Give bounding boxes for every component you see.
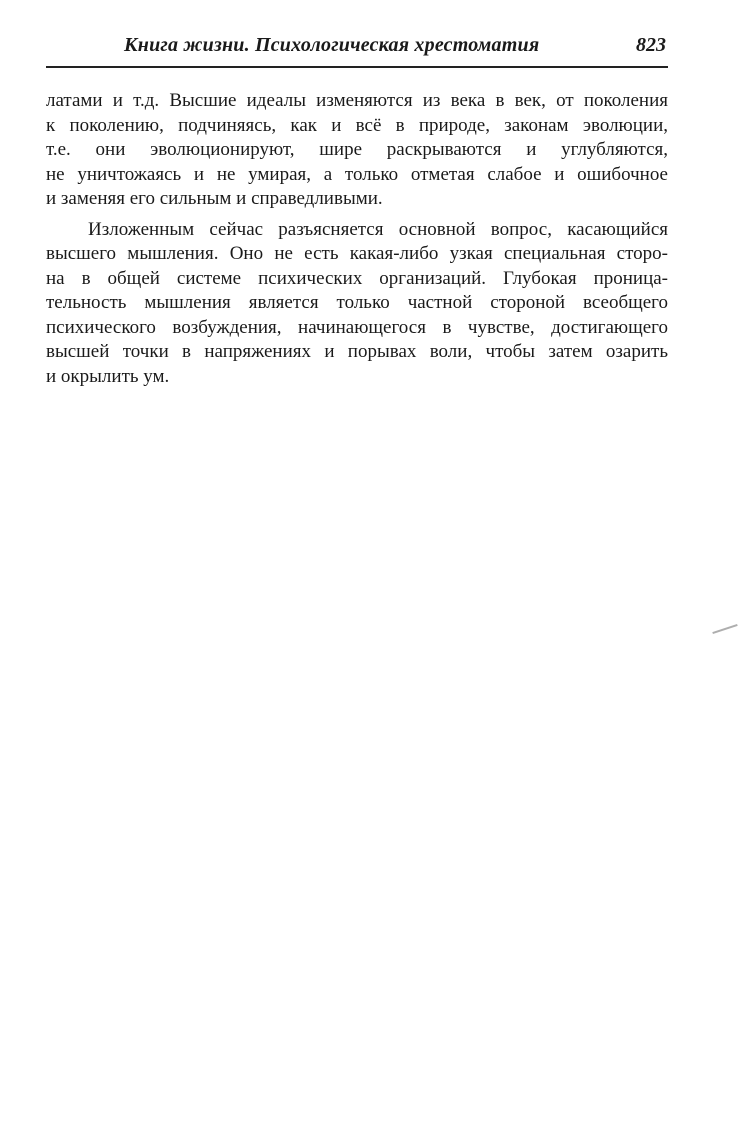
scan-artifact-mark — [712, 624, 737, 634]
running-head — [46, 30, 668, 68]
text-line: психического возбуждения, начинающегося в чувстве, достигающего — [46, 316, 668, 338]
text-line: Изложенным сейчас разъясняется основной вопрос, касающийся — [88, 218, 668, 240]
paragraph-1 — [46, 89, 668, 212]
text-line: не уничтожаясь и не умирая, а только отметая слабое и ошибочное — [46, 163, 668, 185]
paragraph-2 — [46, 218, 668, 390]
text-line: тельность мышления является только частной стороной всеобщего — [46, 292, 668, 313]
text-line: к поколению, подчиняясь, как и всё в природе, законам эволюции, — [46, 114, 668, 136]
text-line: высшей точки в напряжениях и порывах воли, чтобы затем озарить — [46, 341, 668, 362]
running-title: Книга жизни. Психологическая хрестоматия — [124, 34, 540, 56]
text-line: высшего мышления. Оно не есть какая-либо узкая специальная сторо- — [46, 243, 668, 264]
text-line: т.е. они эволюционируют, шире раскрываются и углубляются, — [46, 139, 668, 160]
text-line: латами и т.д. Высшие идеалы изменяются из века в век, от поколения — [46, 90, 668, 111]
text-line: и окрылить ум. — [46, 365, 170, 387]
text-line: и заменяя его сильным и справедливыми. — [46, 188, 383, 209]
text-line: на в общей системе психических организаций. Глубокая проница- — [46, 267, 668, 289]
body-text — [46, 89, 668, 389]
page-number: 823 — [636, 34, 666, 56]
